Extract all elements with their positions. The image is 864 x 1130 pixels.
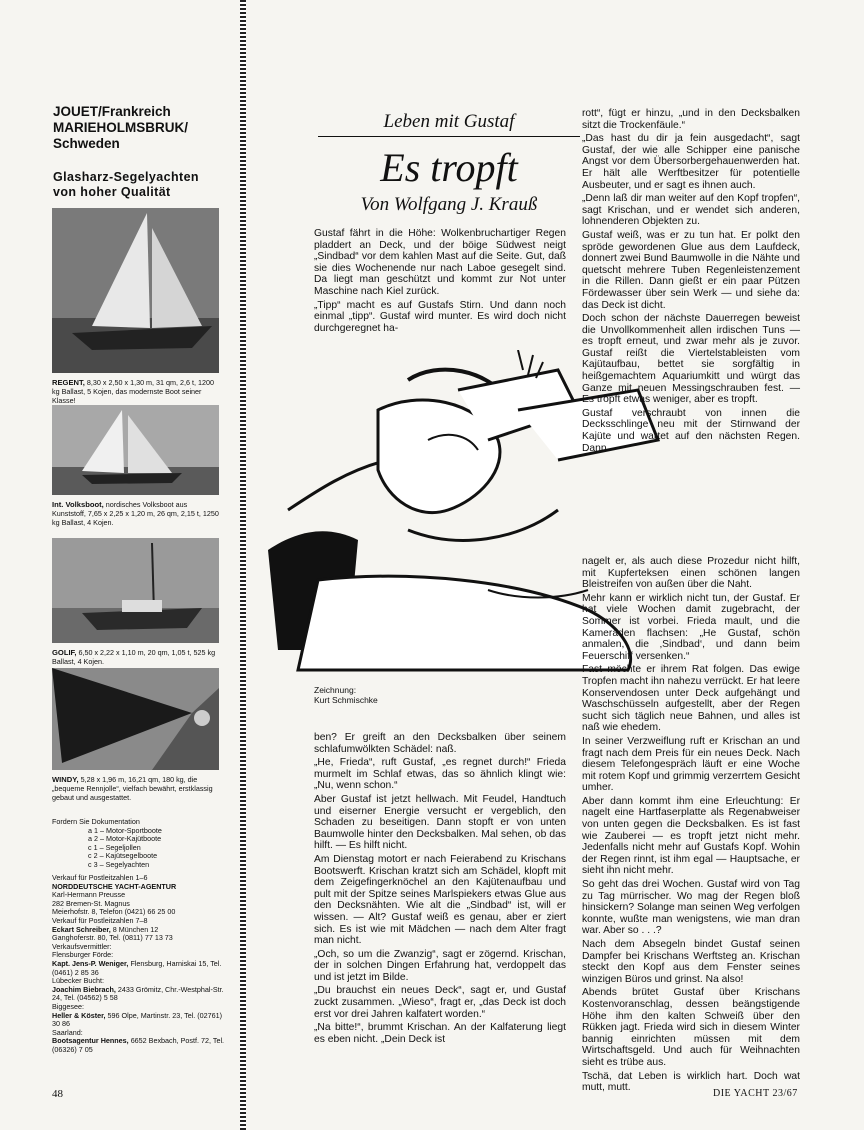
illustration-credit: Zeichnung: Kurt Schmischke [314, 685, 378, 705]
paragraph: Am Dienstag motort er nach Feierabend zu Krischans Bootswerft. Krischan kratzt sich am Schädel, klopft mit dem Zeigefingerknöchel an den Kajütenaufbau und pult mit der Spitze seines Marlspiekers etwas Glue aus den Decksnähten. Wie alt die „Sindbad“ ist, will er wissen. — Alt? Gustaf weiß es genau, aber er ziert sich. Es ist wie mit Mädchen — nach dem Alter fragt man nicht. [314, 853, 566, 947]
agent-entry: Joachim Biebrach, 2433 Grömitz, Chr.-Westphal-Str. 24, Tel. (04562) 5 58 [52, 984, 224, 1003]
paragraph: Nach dem Absegeln bindet Gustaf seinen Dampfer bei Krischans Werftsteg an. Krischan steckt den Kopf aus dem Fenster seines winzigen Büros und grinst. Na also! [582, 939, 800, 985]
ad-headline: Glasharz-Segelyachten von hoher Qualität [53, 170, 199, 199]
article-column-middle-top [314, 228, 566, 336]
magazine-footer: DIE YACHT 23/67 [713, 1088, 798, 1099]
boat-photo-windy [52, 668, 219, 770]
caption-golif: GOLIF, 6,50 x 2,22 x 1,10 m, 20 qm, 1,05 t, 525 kg Ballast, 4 Kojen. [52, 648, 216, 666]
paragraph: Fast möchte er ihrem Rat folgen. Das ewige Tropfen macht ihn nahezu verrückt. Er hat leere Konservendosen unter Deck aufgehängt und Waschschüsseln aufgestellt, aber der Regen sucht sich täglich neue Bahnen, und alles ist naß wie ehedem. [582, 664, 800, 734]
dealer1-name: NORDDEUTSCHE YACHT-AGENTUR [52, 881, 177, 891]
agent-entry: Bootsagentur Hennes, 6652 Bexbach, Postf. 72, Tel. (06326) 7 05 [52, 1036, 225, 1054]
paragraph: Aber Gustaf ist jetzt hellwach. Mit Feudel, Handtuch und eiserner Energie versucht er vergeblich, den Schaden zu beseitigen. Dann stopft er von unten Baumwolle hinter den Decksbalken. Mal sehen, ob das hilft. — Es hilft nicht. [314, 793, 566, 852]
dealer2-intro: Verkauf für Postleitzahlen 7–8 [52, 915, 148, 925]
agent-entry: Heller & Köster, 596 Olpe, Martinstr. 23, Tel. (02761) 30 86 [52, 1010, 223, 1029]
paragraph: „Das hast du dir ja fein ausgedacht“, sagt Gustaf, der wie alle Schipper eine panische Angst vor dem Übersorbergehauenwerden hat. Er hält alle Werftbesitzer für potentielle Ausbeuter, und er sagt es ihnen auch. [582, 133, 800, 191]
article-column-middle-bottom [314, 732, 566, 1047]
dealer2-address: Ganghoferstr. 80, Tel. (0811) 77 13 73 [52, 933, 173, 943]
ad-brand: JOUET/Frankreich MARIEHOLMSBRUK/ Schweden [53, 104, 188, 151]
paragraph: „Du brauchst ein neues Deck“, sagt er, und Gustaf zuckt zusammen. „Wieso“, fragt er, „das Deck ist doch erst vor drei Jahren kalfatert worden.“ [314, 985, 566, 1020]
dealer1-address: Meierhofstr. 8, Telefon (0421) 66 25 00 [52, 907, 176, 917]
agent-entry: Kapt. Jens-P. Weniger, Flensburg, Harniskai 15, Tel. (0461) 2 85 36 [52, 958, 222, 977]
dealer2: Eckart Schreiber, 8 München 12 [52, 924, 159, 934]
documentation-list [52, 818, 232, 870]
article-column-right-bottom [582, 556, 800, 1096]
caption-volksboot: Int. Volksboot, nordisches Volksboot aus Kunststoff, 7,65 x 2,25 x 1,20 m, 26 qm, 2,15 t, 1250 kg Ballast, 4 Kojen. [52, 500, 219, 527]
paragraph: Abends brütet Gustaf über Krischans Kostenvoranschlag, dessen beängstigende Höhe ihm den kalten Schweiß über den Rükken jagt. Frieda wird sich in diesem Winter bannig einrichten müssen mit dem Wirtschaftsgeld. Und auch für Weihnachten sieht es trübe aus. [582, 987, 800, 1068]
paragraph: Tschä, dat Leben is wirklich hart. Doch wat mutt, mutt. [582, 1070, 800, 1094]
paragraph: „He, Frieda“, ruft Gustaf, „es regnet durch!“ Frieda murmelt im Schlaf etwas, das so ähnlich klingt wie: „Nu, wenn schon.“ [314, 757, 566, 792]
boat-photo-golif [52, 538, 219, 643]
paragraph: Doch schon der nächste Dauerregen beweist die Unvollkommenheit allen irdischen Tuns — es tropft erneut, und zwar mehr als je zuvor. Gustaf reißt die Viertelstableisten vom Kajütaufbau, bettet sie sorgfältig in heißgemachtem Aquariumkitt und würgt das Ganze mit neuen Messingschrauben fest. — Es tropft etwas weniger, aber es tropft. [582, 313, 800, 406]
paragraph: Aber dann kommt ihm eine Erleuchtung: Er nagelt eine Hartfaserplatte als Regenabweiser von unten gegen die Decksbalken. Es ist fast wie Zauberei — es tropft jetzt nicht mehr. Jedenfalls nicht mehr auf Gustafs Kopf. Wohin der Regen rinnt, ist ihm egal — Hauptsache, er sieht ihn nicht mehr. [582, 795, 800, 877]
doc-item: c 2 – Kajütsegelboote [88, 851, 158, 861]
agent-region: Lübecker Bucht: [52, 976, 104, 986]
column-divider [240, 0, 246, 1130]
doc-item: a 2 – Motor-Kajütboote [88, 834, 162, 844]
page-number: 48 [52, 1088, 63, 1100]
article-title: Es tropft [380, 145, 518, 190]
paragraph: nagelt er, als auch diese Prozedur nicht hilft, mit Kupferteksen einen schönen langen Bleistreifen von außen über die Naht. [582, 556, 800, 591]
article-column-right-top [582, 108, 800, 456]
doc-item: c 3 – Segelyachten [88, 859, 150, 869]
paragraph: Gustaf fährt in die Höhe: Wolkenbruchartiger Regen pladdert an Deck, und der böige Südwest neigt „Sindbad“ vor dem kahlen Mast auf die Seite. Gut, daß sie dies Wochenende nur nach Laboe gesegelt sind. Da liegt man geschützt und kommt zur Not unter Maschine nach Kiel zurück. [314, 228, 566, 297]
paragraph: „Na bitte!“, brummt Krischan. An der Kalfaterung liegt es eben nicht. „Dein Deck ist [314, 1022, 566, 1045]
paragraph: „Och, so um die Zwanzig“, sagt er zögernd. Krischan, der in solchen Dingen Erfahrung hat, verdoppelt das und ist jetzt im Bilde. [314, 948, 566, 983]
article-byline: Von Wolfgang J. Krauß [360, 194, 538, 215]
agents-intro: Verkaufsvermittler: [52, 941, 112, 951]
paragraph: Mehr kann er wirklich nicht tun, der Gustaf. Er hat viele Wochen damit zugebracht, der Sommer ist vorbei. Frieda mault, und die Kameraden flachsen: „He Gustaf, schön anmalen, die ‚Sindbad‘, und dann beim Feuerschiff versenken.“ [582, 592, 800, 662]
boat-photo-regent [52, 208, 219, 373]
agent-region: Flensburger Förde: [52, 950, 114, 960]
caption-regent: REGENT, 8,30 x 2,50 x 1,30 m, 31 qm, 2,6 t, 1200 kg Ballast, 5 Kojen, das modernste Boot seiner Klasse! [52, 378, 214, 405]
paragraph: rott“, fügt er hinzu, „und in den Decksbalken sitzt die Trockenfäule.“ [582, 108, 800, 131]
caption-windy: WINDY, 5,28 x 1,96 m, 16,21 qm, 180 kg, die „bequeme Rennjolle“, vielfach bewährt, erstklassig gebaut und ausgestattet. [52, 775, 213, 802]
paragraph: Gustaf verschraubt von innen die Decksschlinge neu mit der Stirnwand der Kajüte und wartet auf den nächsten Regen. Dann [582, 407, 800, 454]
paragraph: ben? Er greift an den Decksbalken über seinem schlafumwölkten Schädel: naß. [314, 732, 566, 755]
dealer1-address: Karl-Hermann Preusse [52, 890, 126, 900]
paragraph: „Tipp“ macht es auf Gustafs Stirn. Und dann noch einmal „tipp“. Gustaf wird munter. Es wird doch nicht durchgeregnet ha- [314, 299, 566, 334]
paragraph: Gustaf weiß, was er zu tun hat. Er polkt den spröde gewordenen Glue aus dem Laufdeck, donnert zwei Bund Baumwolle in die Nähte und quetscht mehrere Tuben Regenleistenzement in die Rillen. Dann gießt er ein paar Pützen Fördewasser über sein Werk — und siehe da: das Deck ist dicht. [582, 229, 800, 311]
doc-item: a 1 – Motor-Sportboote [88, 825, 162, 835]
documentation-intro: Fordern Sie Dokumentation [52, 817, 140, 826]
dealer-list [52, 874, 232, 1054]
doc-item: c 1 – Segeljollen [88, 842, 141, 852]
paragraph: So geht das drei Wochen. Gustaf wird von Tag zu Tag mürrischer. Wo mag der Regen bloß hinsickern? Solange man seinen Weg verfolgen konnte, wußte man wenigstens, wie man dran war. Aber so . . .? [582, 879, 800, 937]
article-kicker: Leben mit Gustaf [318, 111, 580, 137]
paragraph: „Denn laß dir man weiter auf den Kopf tropfen“, sagt Krischan, und er wendet sich anderen, lohnenderen Objekten zu. [582, 193, 800, 228]
boat-photo-volksboot [52, 405, 219, 495]
dealer1-address: 282 Bremen-St. Magnus [52, 898, 130, 908]
dealer1-intro: Verkauf für Postleitzahlen 1–6 [52, 873, 148, 882]
agent-region: Saarland: [52, 1027, 83, 1037]
agent-region: Biggesee: [52, 1001, 84, 1011]
paragraph: In seiner Verzweiflung ruft er Krischan an und fragt nach dem Preis für ein neues Deck. Nach diesem Telefongespräch läuft er eine Woche mit rotem Kopf und grimmig verzerrtem Gesicht umher. [582, 735, 800, 794]
